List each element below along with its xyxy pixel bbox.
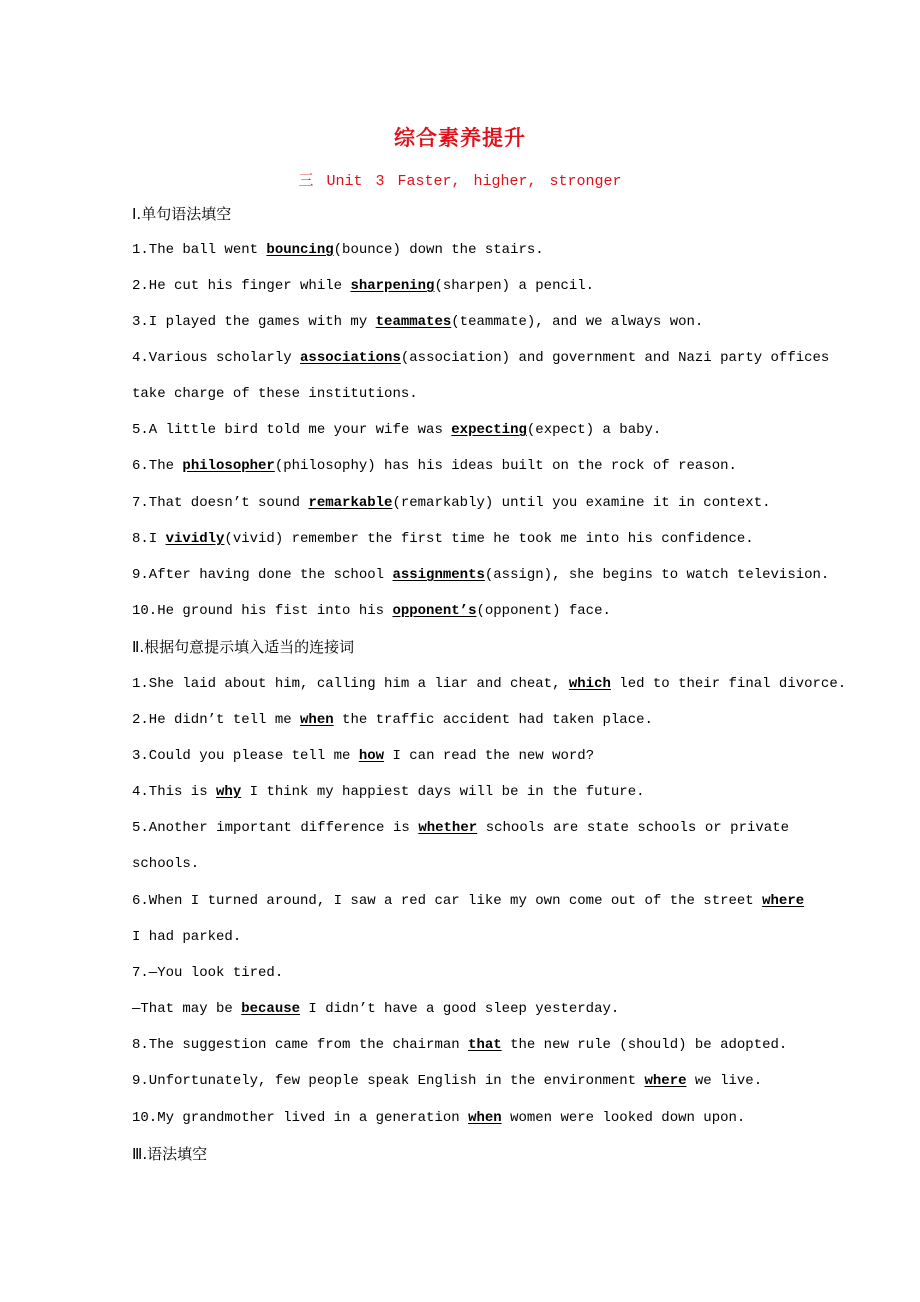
exercise-item: 8.I vividly(vivid) remember the first time he took me into his confidence. <box>132 531 754 547</box>
answer-blank: why <box>216 784 242 800</box>
exercise-item: 6.When I turned around, I saw a red car like my own come out of the street where <box>132 893 805 909</box>
exercise-item: 7.That doesn’t sound remarkable(remarkably) until you examine it in context. <box>132 495 771 511</box>
answer-blank: sharpening <box>350 278 435 294</box>
answer-blank: associations <box>300 350 401 366</box>
exercise-item: 9.Unfortunately, few people speak English in the environment where we live. <box>132 1073 763 1089</box>
answer-blank: where <box>762 893 805 909</box>
exercise-item: 3.Could you please tell me how I can read the new word? <box>132 748 595 764</box>
answer-blank: assignments <box>392 567 485 583</box>
exercise-item: 8.The suggestion came from the chairman that the new rule (should) be adopted. <box>132 1037 788 1053</box>
exercise-item: 9.After having done the school assignments(assign), she begins to watch television. <box>132 567 830 583</box>
exercise-item: 2.He cut his finger while sharpening(sharpen) a pencil. <box>132 278 595 294</box>
exercise-item: 7.—You look tired. <box>132 965 284 981</box>
answer-blank: when <box>468 1110 502 1126</box>
answer-blank: how <box>358 748 385 764</box>
answer-blank: teammates <box>375 314 452 330</box>
exercise-item: 5.Another important difference is whether schools are state schools or private <box>132 820 789 836</box>
exercise-item: 10.My grandmother lived in a generation when women were looked down upon. <box>132 1110 746 1126</box>
answer-blank: remarkable <box>308 495 393 511</box>
exercise-item: 3.I played the games with my teammates(teammate), and we always won. <box>132 314 704 330</box>
exercise-item: 1.The ball went bouncing(bounce) down the stairs. <box>132 242 544 258</box>
answer-blank: expecting <box>451 422 527 438</box>
exercise-item: —That may be because I didn’t have a good sleep yesterday. <box>132 1001 620 1017</box>
answer-blank: where <box>644 1073 687 1089</box>
exercise-item-continuation: I had parked. <box>132 929 242 945</box>
answer-blank: when <box>300 712 334 728</box>
section-3-heading: Ⅲ.语法填空 <box>132 1145 208 1163</box>
exercise-item-continuation: schools. <box>132 856 200 872</box>
exercise-item: 4.This is why I think my happiest days will be in the future. <box>132 784 645 800</box>
answer-blank: whether <box>418 820 478 836</box>
section-1-heading: Ⅰ.单句语法填空 <box>132 205 232 223</box>
page-title: 综合素养提升 <box>394 126 526 150</box>
answer-blank: that <box>468 1037 502 1053</box>
exercise-item: 5.A little bird told me your wife was expecting(expect) a baby. <box>132 422 662 438</box>
answer-blank: philosopher <box>182 458 275 474</box>
exercise-item: 2.He didn’t tell me when the traffic accident had taken place. <box>132 712 653 728</box>
exercise-item: 6.The philosopher(philosophy) has his ideas built on the rock of reason. <box>132 458 737 474</box>
unit-subtitle: 三 Unit 3 Faster, higher, stronger <box>298 173 622 190</box>
answer-blank: opponent’s <box>392 603 477 619</box>
exercise-item-continuation: take charge of these institutions. <box>132 386 418 402</box>
answer-blank: because <box>241 1001 301 1017</box>
exercise-item: 1.She laid about him, calling him a liar and cheat, which led to their final divorce. <box>132 676 847 692</box>
answer-blank: which <box>568 676 611 692</box>
answer-blank: vividly <box>165 531 225 547</box>
exercise-item: 10.He ground his fist into his opponent’s(opponent) face. <box>132 603 611 619</box>
section-2-heading: Ⅱ.根据句意提示填入适当的连接词 <box>132 638 355 656</box>
answer-blank: bouncing <box>266 242 334 258</box>
exercise-item: 4.Various scholarly associations(association) and government and Nazi party offices <box>132 350 830 366</box>
